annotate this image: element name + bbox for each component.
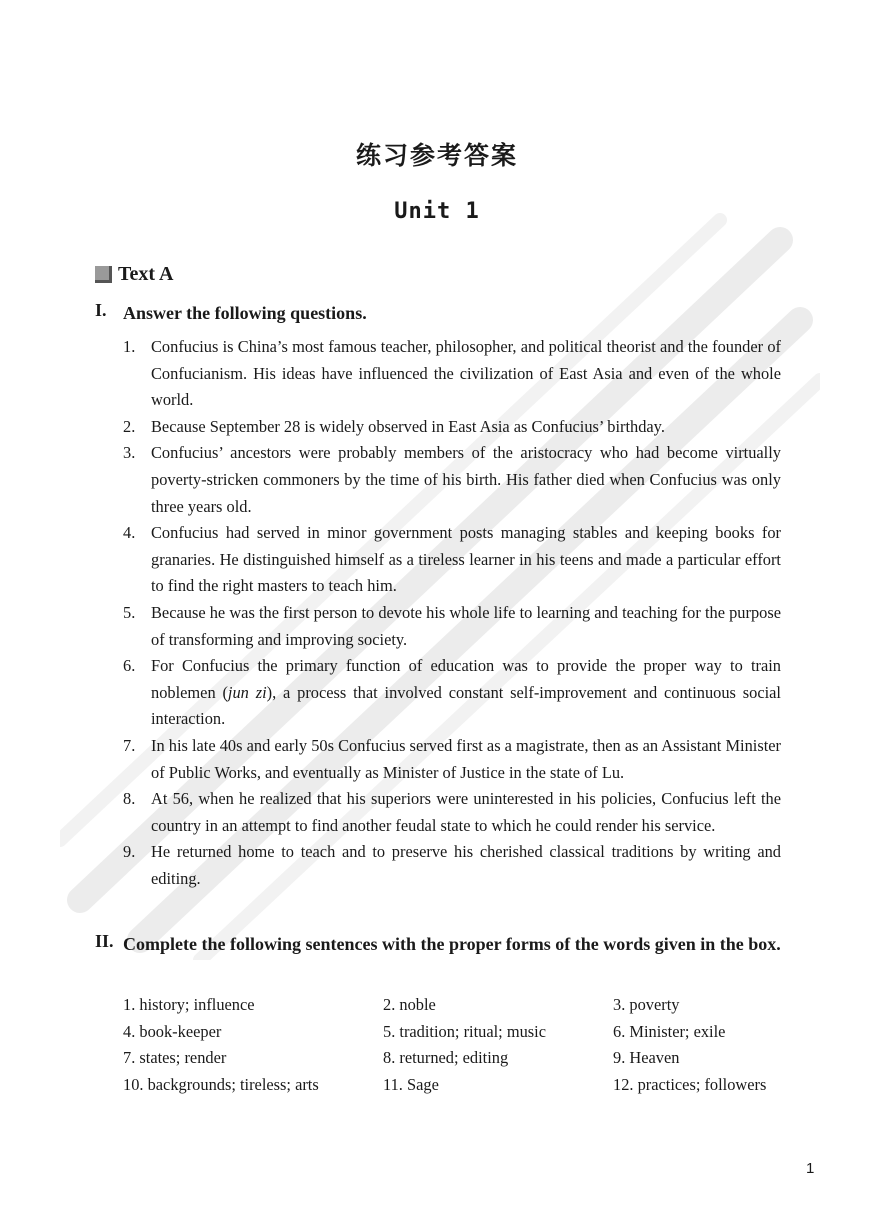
answer-number: 7. [123,735,136,755]
grid-answer: 11. Sage [383,1074,439,1094]
answer-item [123,520,781,600]
answer-text-part: ), a process that involved constant self-improvement and continuous social interaction. [151,682,781,729]
answer-number: 9. [123,842,136,862]
answer-number: 2. [123,416,136,436]
grid-answer: 12. practices; followers [613,1074,767,1094]
grid-answer: 5. tradition; ritual; music [383,1021,546,1041]
answer-text: Confucius is China’s most famous teacher, philosopher, and political theorist and the founder of Confucianism. His ideas have influenced the civilization of East Asia and even of the whole world. [151,337,781,410]
answer-number: 8. [123,789,136,809]
part1-answer-list [123,334,781,892]
square-bullet-icon [95,266,112,283]
part2-number: II. [95,931,114,951]
answer-text-part: For Confucius the primary function of education was to provide the proper way to train noblemen ( [151,656,781,702]
answer-text: Confucius had served in minor government posts managing stables and keeping books for granaries. He distinguished himself as a tireless learner in his teens and made a particular effort to find the right masters to teach him. [151,523,781,596]
answer-number: 1. [123,337,136,356]
part1-heading [95,300,781,327]
part2-answer-grid [123,992,783,1098]
answer-item [123,839,781,892]
grid-answer: 7. states; render [123,1048,227,1068]
section-heading [95,260,173,288]
grid-answer: 9. Heaven [613,1048,680,1068]
italic-term: jun zi [227,682,267,702]
answer-item [123,653,781,733]
grid-answer: 6. Minister; exile [613,1021,726,1041]
unit-title: Unit 1 [394,199,480,224]
answer-number: 5. [123,602,136,622]
grid-answer: 8. returned; editing [383,1048,509,1068]
answer-number: 4. [123,523,136,543]
answer-item [123,733,781,786]
part1-number: I. [95,300,107,320]
grid-answer: 2. noble [383,995,436,1014]
answer-item [123,600,781,653]
section-label: Text A [118,262,174,285]
grid-answer: 10. backgrounds; tireless; arts [123,1074,319,1094]
page-number: 1 [806,1160,815,1177]
grid-answer: 4. book-keeper [123,1021,222,1041]
answer-text: Because September 28 is widely observed in East Asia as Confucius’ birthday. [151,416,665,436]
answer-item [123,334,781,414]
part2-heading-text: Complete the following sentences with the proper forms of the words given in the box. [123,934,781,954]
answer-text: Confucius’ ancestors were probably members of the aristocracy who had become virtually poverty-stricken commoners by the time of his birth. His father died when Confucius was only three years old. [151,443,781,516]
part1-heading-text: Answer the following questions. [123,303,367,323]
answer-number: 6. [123,656,136,676]
answer-text: He returned home to teach and to preserve his cherished classical traditions by writing and editing. [151,842,781,888]
answer-item [123,786,781,839]
answer-text: At 56, when he realized that his superiors were uninterested in his policies, Confucius left the country in an attempt to find another feudal state to which he could render his service. [151,789,781,835]
answer-number: 3. [123,443,136,463]
answer-item [123,414,781,441]
answer-item [123,440,781,520]
grid-answer: 3. poverty [613,995,680,1014]
answer-text: In his late 40s and early 50s Confucius served first as a magistrate, then as an Assistant Minister of Public Works, and eventually as Minister of Justice in the state of Lu. [151,735,781,782]
grid-answer: 1. history; influence [123,995,255,1014]
page-title: 练习参考答案 [355,141,518,170]
part2-heading [95,931,781,958]
answer-text [151,653,781,733]
answer-text: Because he was the first person to devote his whole life to learning and teaching for the purpose of transforming and improving society. [151,602,781,649]
